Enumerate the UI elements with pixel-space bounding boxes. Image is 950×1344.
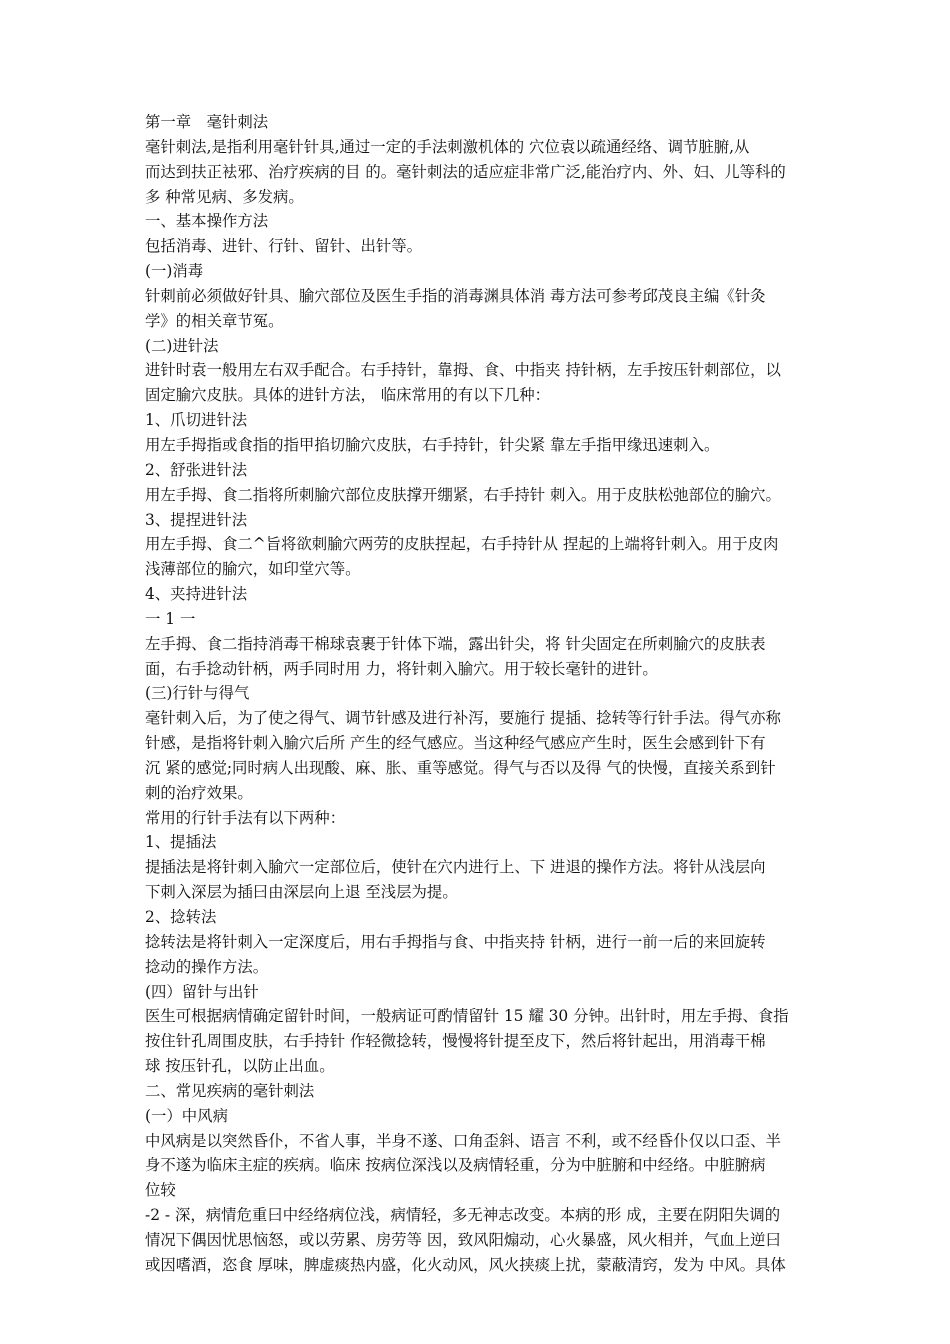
paragraph-line: 包括消毒、进针、行针、留针、出针等。 [145, 237, 423, 256]
paragraph-line: 或因嗜酒，恣食 厚味，脾虚痰热内盛，化火动风，风火挟痰上扰，蒙蔽清窍，发为 中风。具体 [145, 1255, 786, 1274]
paragraph-line: 学》的相关章节冤。 [145, 311, 284, 330]
subsection-heading: (三)行针与得气 [145, 684, 250, 703]
paragraph-line: 用左手拇、食二指将所刺腧穴部位皮肤撑开绷紧，右手持针 刺入。用于皮肤松弛部位的腧穴。 [145, 485, 781, 504]
subsection-heading: (一)消毒 [145, 262, 204, 281]
chapter-title: 第一章 毫针刺法 [145, 113, 269, 131]
section-heading: 一、基本操作方法 [145, 212, 269, 231]
paragraph-line: 浅薄部位的腧穴，如印堂穴等。 [145, 560, 361, 579]
paragraph-line: 左手拇、食二指持消毒干棉球袁裹于针体下端，露出针尖，将 针尖固定在所刺腧穴的皮肤表 [145, 634, 766, 653]
paragraph-line: 刺的治疗效果。 [145, 783, 253, 802]
item-heading: 1、爪切进针法 [145, 411, 248, 430]
subsection-heading: (二)进针法 [145, 336, 219, 355]
paragraph-line: 提插法是将针刺入腧穴一定部位后，使针在穴内进行上、下 进退的操作方法。将针从浅层向 [145, 858, 766, 877]
paragraph-line: 沉 紧的感觉;同时病人出现酸、麻、胀、重等感觉。得气与否以及得 气的快慢，直接关系到针 [145, 758, 776, 777]
paragraph-line: 球 按压针孔，以防止出血。 [145, 1057, 335, 1076]
paragraph-line: 针感，是指将针刺入腧穴后所 产生的经气感应。当这种经气感应产生时，医生会感到针下有 [145, 734, 766, 753]
paragraph-line: 针刺前必须做好针具、腧穴部位及医生手指的消毒渊具体消 毒方法可参考邱茂良主编《针灸 [145, 286, 766, 305]
item-heading: 2、捻转法 [145, 908, 217, 926]
page-number: 一 1 一 [145, 609, 196, 628]
subsection-heading: (一）中风病 [145, 1106, 228, 1125]
subsection-heading: (四）留针与出针 [145, 982, 259, 1001]
section-heading: 二、常见疾病的毫针刺法 [145, 1081, 315, 1100]
paragraph-line: 常用的行针手法有以下两种： [145, 808, 346, 827]
paragraph-line: 位较 [145, 1181, 176, 1200]
paragraph-line: 中风病是以突然昏仆，不省人事，半身不遂、口角歪斜、语言 不利，或不经昏仆仅以口歪、半 [145, 1131, 781, 1150]
paragraph-line: 身不遂为临床主症的疾病。临床 按病位深浅以及病情轻重，分为中脏腑和中经络。中脏腑病 [145, 1156, 766, 1175]
document-body [145, 110, 815, 1278]
item-heading: 2、舒张进针法 [145, 460, 248, 479]
paragraph-line: 而达到扶正袪邪、治疗疾病的目 的。毫针刺法的适应症非常广泛,能治疗内、外、妇、儿等科的 [145, 162, 786, 181]
paragraph-line: 进针时袁一般用左右双手配合。右手持针，靠拇、食、中指夹 持针柄，左手按压针刺部位，以 [145, 361, 781, 380]
paragraph-line: 毫针刺法,是指利用毫针针具,通过一定的手法刺激机体的 穴位袁以疏通经络、调节脏腑,从 [145, 137, 750, 156]
paragraph-line: 按住针孔周围皮肤，右手持针 作轻微捻转，慢慢将针提至皮下，然后将针起出，用消毒干棉 [145, 1032, 766, 1051]
paragraph-line: 下刺入深层为插曰由深层向上退 至浅层为提。 [145, 883, 458, 902]
item-heading: 3、提捏进针法 [145, 510, 248, 529]
paragraph-line: 固定腧穴皮肤。具体的进针方法， 临床常用的有以下几种： [145, 386, 551, 405]
paragraph-line: 用左手拇指或食指的指甲掐切腧穴皮肤，右手持针，针尖紧 靠左手指甲缘迅速刺入。 [145, 435, 720, 454]
paragraph-line: 医生可根据病情确定留针时间，一般病证可酌情留针 15 耀 30 分钟。出针时，用左手拇、食指 [145, 1007, 789, 1026]
paragraph-line: 捻转法是将针刺入一定深度后，用右手拇指与食、中指夹持 针柄，进行一前一后的来回旋转 [145, 932, 766, 951]
paragraph-line: 情况下偶因忧思恼怒，或以劳累、房劳等 因，致风阳煽动，心火暴盛，风火相并，气血上逆曰 [145, 1230, 781, 1249]
paragraph-line: -2 - 深，病情危重曰中经络病位浅，病情轻，多无神志改变。本病的形 成，主要在阴阳失调的 [145, 1206, 781, 1225]
item-heading: 4、夹持进针法 [145, 585, 248, 604]
paragraph-line: 毫针刺入后，为了使之得气、调节针感及进行补泻，要施行 提插、捻转等行针手法。得气亦称 [145, 709, 781, 728]
paragraph-line: 捻动的操作方法。 [145, 957, 269, 976]
paragraph-line: 多 种常见病、多发病。 [145, 187, 304, 206]
item-heading: 1、提插法 [145, 833, 217, 852]
paragraph-line: 用左手拇、食二^旨将欲刺腧穴两劳的皮肤捏起，右手持针从 捏起的上端将针刺入。用于皮肉 [145, 535, 779, 554]
paragraph-line: 面，右手捻动针柄，两手同时用 力，将针刺入腧穴。用于较长毫针的进针。 [145, 659, 658, 678]
